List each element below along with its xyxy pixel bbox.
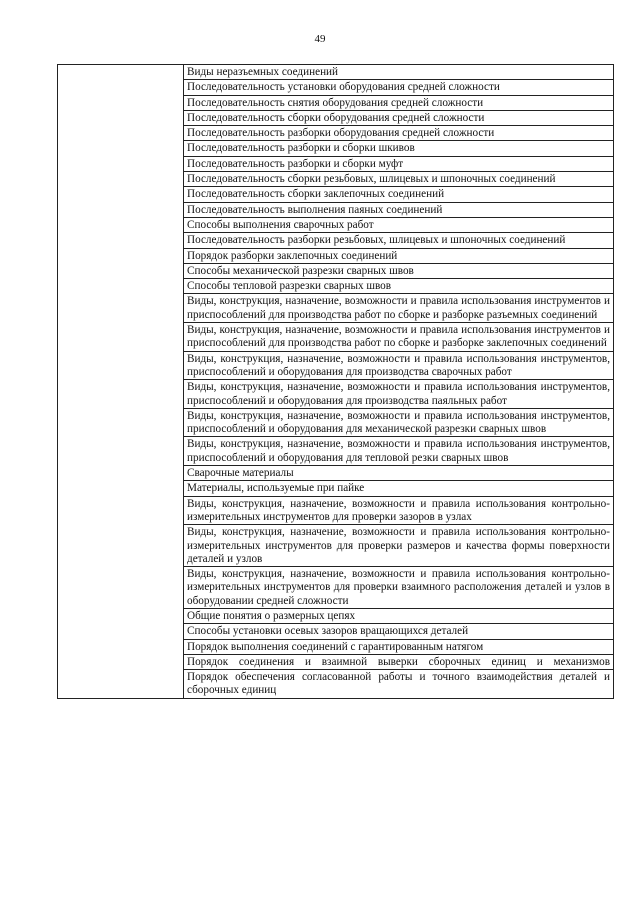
table-cell-item: Виды, конструкция, назначение, возможности и правила использования инструментов и приспособлений для производства работ по сборке и разборке разъемных соединений [184,294,614,323]
knowledge-table [57,64,614,699]
table-cell-item: Порядок соединения и взаимной выверки сборочных единиц и механизмов [184,654,614,669]
table-cell-item: Порядок обеспечения согласованной работы и точного взаимодействия деталей и сборочных единиц [184,670,614,699]
left-empty-column [58,65,184,699]
table-cell-item: Способы тепловой разрезки сварных швов [184,279,614,294]
table-cell-item: Порядок разборки заклепочных соединений [184,248,614,263]
table-cell-item: Последовательность сборки резьбовых, шлицевых и шпоночных соединений [184,172,614,187]
table-cell-item: Способы установки осевых зазоров вращающихся деталей [184,624,614,639]
page-number: 49 [314,33,326,45]
table-cell-item: Виды, конструкция, назначение, возможности и правила использования инструментов, приспособлений и оборудования для производства сварочных работ [184,351,614,380]
table-cell-item: Способы механической разрезки сварных швов [184,263,614,278]
table-cell-item: Последовательность разборки оборудования средней сложности [184,126,614,141]
table-cell-item: Виды, конструкция, назначение, возможности и правила использования инструментов, приспособлений и оборудования для производства паяльных работ [184,380,614,409]
table-cell-item: Виды, конструкция, назначение, возможности и правила использования контрольно-измерительных инструментов для проверки размеров и качества формы поверхности деталей и узлов [184,525,614,567]
table-cell-item: Последовательность разборки и сборки муфт [184,156,614,171]
table-cell-item: Виды, конструкция, назначение, возможности и правила использования инструментов, приспособлений и оборудования для механической разрезки сварных швов [184,408,614,437]
table-cell-item: Последовательность сборки оборудования средней сложности [184,110,614,125]
table-cell-item: Сварочные материалы [184,466,614,481]
table-cell-item: Виды, конструкция, назначение, возможности и правила использования инструментов и приспособлений для производства работ по сборке и разборке заклепочных соединений [184,323,614,352]
table-cell-item: Виды, конструкция, назначение, возможности и правила использования инструментов, приспособлений и оборудования для тепловой резки сварных швов [184,437,614,466]
table-cell-item: Последовательность снятия оборудования средней сложности [184,95,614,110]
table-cell-item: Общие понятия о размерных цепях [184,608,614,623]
table-cell-item: Последовательность установки оборудования средней сложности [184,80,614,95]
table-cell-item: Материалы, используемые при пайке [184,481,614,496]
table-row [58,65,614,80]
table-cell-item: Последовательность разборки резьбовых, шлицевых и шпоночных соединений [184,233,614,248]
table-cell-item: Последовательность сборки заклепочных соединений [184,187,614,202]
table-cell-item: Последовательность разборки и сборки шкивов [184,141,614,156]
table-cell-item: Виды, конструкция, назначение, возможности и правила использования контрольно-измерительных инструментов для проверки взаимного расположения деталей и узлов в оборудовании средней сложности [184,567,614,609]
table-cell-item: Последовательность выполнения паяных соединений [184,202,614,217]
table-cell-item: Способы выполнения сварочных работ [184,217,614,232]
table-cell-item: Порядок выполнения соединений с гарантированным натягом [184,639,614,654]
table-cell-item: Виды неразъемных соединений [184,65,614,80]
table-cell-item: Виды, конструкция, назначение, возможности и правила использования контрольно-измерительных инструментов для проверки зазоров в узлах [184,496,614,525]
